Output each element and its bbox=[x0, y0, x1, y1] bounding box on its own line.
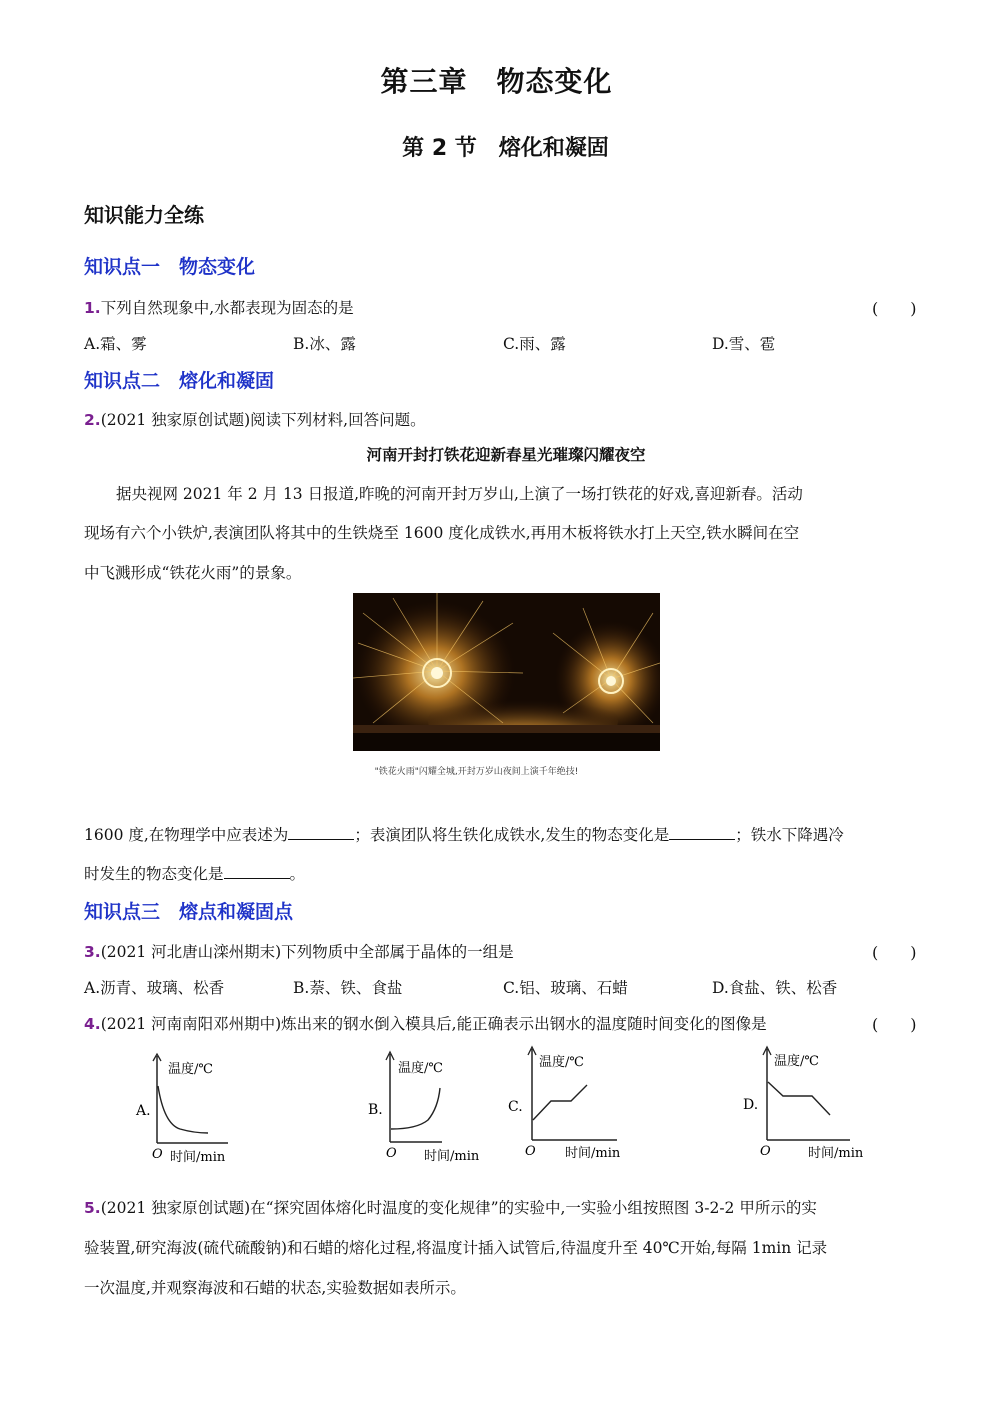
article-paragraph-line: 据央视网 2021 年 2 月 13 日报道,昨晚的河南开封万岁山,上演了一场打铁花的好戏,喜迎新春。活动 bbox=[116, 485, 803, 503]
iron-flower-photo bbox=[353, 593, 660, 751]
option-d: D.食盐、铁、松香 bbox=[712, 979, 838, 997]
question-number: 1. bbox=[84, 299, 101, 317]
fill-text: ；铁水下降遇冷 bbox=[735, 826, 844, 844]
answer-bracket: ( ) bbox=[872, 943, 917, 962]
question-1 bbox=[84, 296, 354, 318]
graph-letter: C. bbox=[508, 1099, 523, 1115]
question-text: (2021 独家原创试题)阅读下列材料,回答问题。 bbox=[100, 411, 426, 429]
fill-in-line-1 bbox=[84, 823, 844, 845]
question-number: 4. bbox=[84, 1015, 101, 1033]
temperature-curve bbox=[533, 1085, 587, 1120]
graph-ylabel: 温度/℃ bbox=[774, 1054, 819, 1069]
article-title: 河南开封打铁花迎新春星光璀璨闪耀夜空 bbox=[366, 445, 646, 464]
graph-origin: O bbox=[386, 1146, 397, 1161]
knowledge-point-1: 知识点一 物态变化 bbox=[84, 256, 256, 278]
answer-blank[interactable] bbox=[224, 864, 290, 879]
iron-flower-fireworks-image bbox=[353, 593, 660, 751]
question-number: 5. bbox=[84, 1199, 101, 1217]
question-5 bbox=[84, 1196, 817, 1218]
option-b: B.冰、露 bbox=[293, 335, 356, 353]
question-number: 3. bbox=[84, 943, 101, 961]
option-b-graph bbox=[362, 1040, 512, 1165]
graph-ylabel: 温度/℃ bbox=[168, 1062, 213, 1077]
graph-letter: D. bbox=[743, 1097, 759, 1113]
option-c: C.雨、露 bbox=[503, 335, 566, 353]
graph-xlabel: 时间/min bbox=[565, 1146, 621, 1161]
temperature-curve bbox=[158, 1086, 208, 1133]
question-4 bbox=[84, 1012, 767, 1034]
option-a: A.沥青、玻璃、松香 bbox=[84, 979, 225, 997]
answer-blank[interactable] bbox=[669, 825, 735, 840]
question-text: 下列自然现象中,水都表现为固态的是 bbox=[100, 299, 354, 317]
graph-letter: A. bbox=[136, 1103, 151, 1119]
graph-origin: O bbox=[760, 1144, 771, 1159]
option-b: B.萘、铁、食盐 bbox=[293, 979, 403, 997]
part-title: 知识能力全练 bbox=[84, 203, 204, 227]
graph-xlabel: 时间/min bbox=[170, 1150, 226, 1165]
section-title: 第 2 节 熔化和凝固 bbox=[402, 136, 609, 161]
fill-text: 。 bbox=[289, 865, 306, 883]
fill-text: ；表演团队将生铁化成铁水,发生的物态变化是 bbox=[354, 826, 670, 844]
question-5-line-3: 一次温度,并观察海波和石蜡的状态,实验数据如表所示。 bbox=[84, 1279, 466, 1297]
question-2 bbox=[84, 408, 426, 430]
chapter-title: 第三章 物态变化 bbox=[380, 65, 613, 98]
question-3 bbox=[84, 940, 514, 962]
answer-bracket: ( ) bbox=[872, 1015, 917, 1034]
knowledge-point-3: 知识点三 熔点和凝固点 bbox=[84, 901, 294, 923]
answer-blank[interactable] bbox=[288, 825, 354, 840]
option-c-graph bbox=[505, 1040, 655, 1165]
fill-in-line-2 bbox=[84, 862, 305, 884]
article-paragraph-line: 中飞溅形成“铁花火雨”的景象。 bbox=[84, 564, 302, 582]
graph-ylabel: 温度/℃ bbox=[539, 1055, 584, 1070]
option-a-graph bbox=[128, 1048, 278, 1168]
article-paragraph-line: 现场有六个小铁炉,表演团队将其中的生铁烧至 1600 度化成铁水,再用木板将铁水打上天空,铁水瞬间在空 bbox=[84, 524, 800, 542]
question-text: (2021 独家原创试题)在“探究固体熔化时温度的变化规律”的实验中,一实验小组按照图 3-2-2 甲所示的实 bbox=[100, 1199, 817, 1217]
question-text: (2021 河南南阳邓州期中)炼出来的钢水倒入模具后,能正确表示出钢水的温度随时间变化的图像是 bbox=[100, 1015, 767, 1033]
answer-bracket: ( ) bbox=[872, 299, 917, 318]
temperature-curve bbox=[391, 1088, 440, 1129]
graph-origin: O bbox=[152, 1147, 163, 1162]
photo-caption: "铁花火雨"闪耀全城,开封万岁山夜间上演千年绝技! bbox=[374, 767, 579, 777]
graph-letter: B. bbox=[368, 1102, 383, 1118]
question-number: 2. bbox=[84, 411, 101, 429]
temperature-curve bbox=[768, 1082, 830, 1115]
graph-origin: O bbox=[525, 1144, 536, 1159]
question-5-line-2: 验装置,研究海波(硫代硫酸钠)和石蜡的熔化过程,将温度计插入试管后,待温度升至 40℃开始,每隔 1min 记录 bbox=[84, 1239, 828, 1257]
option-d-graph bbox=[740, 1040, 890, 1165]
option-c: C.铝、玻璃、石蜡 bbox=[503, 979, 628, 997]
option-a: A.霜、雾 bbox=[84, 335, 147, 353]
graph-ylabel: 温度/℃ bbox=[398, 1061, 443, 1076]
fill-text: 1600 度,在物理学中应表述为 bbox=[84, 826, 289, 844]
graph-xlabel: 时间/min bbox=[424, 1149, 480, 1164]
graph-xlabel: 时间/min bbox=[808, 1146, 864, 1161]
option-d: D.雪、雹 bbox=[712, 335, 776, 353]
question-text: (2021 河北唐山滦州期末)下列物质中全部属于晶体的一组是 bbox=[100, 943, 514, 961]
knowledge-point-2: 知识点二 熔化和凝固 bbox=[84, 370, 275, 392]
fill-text: 时发生的物态变化是 bbox=[84, 865, 224, 883]
